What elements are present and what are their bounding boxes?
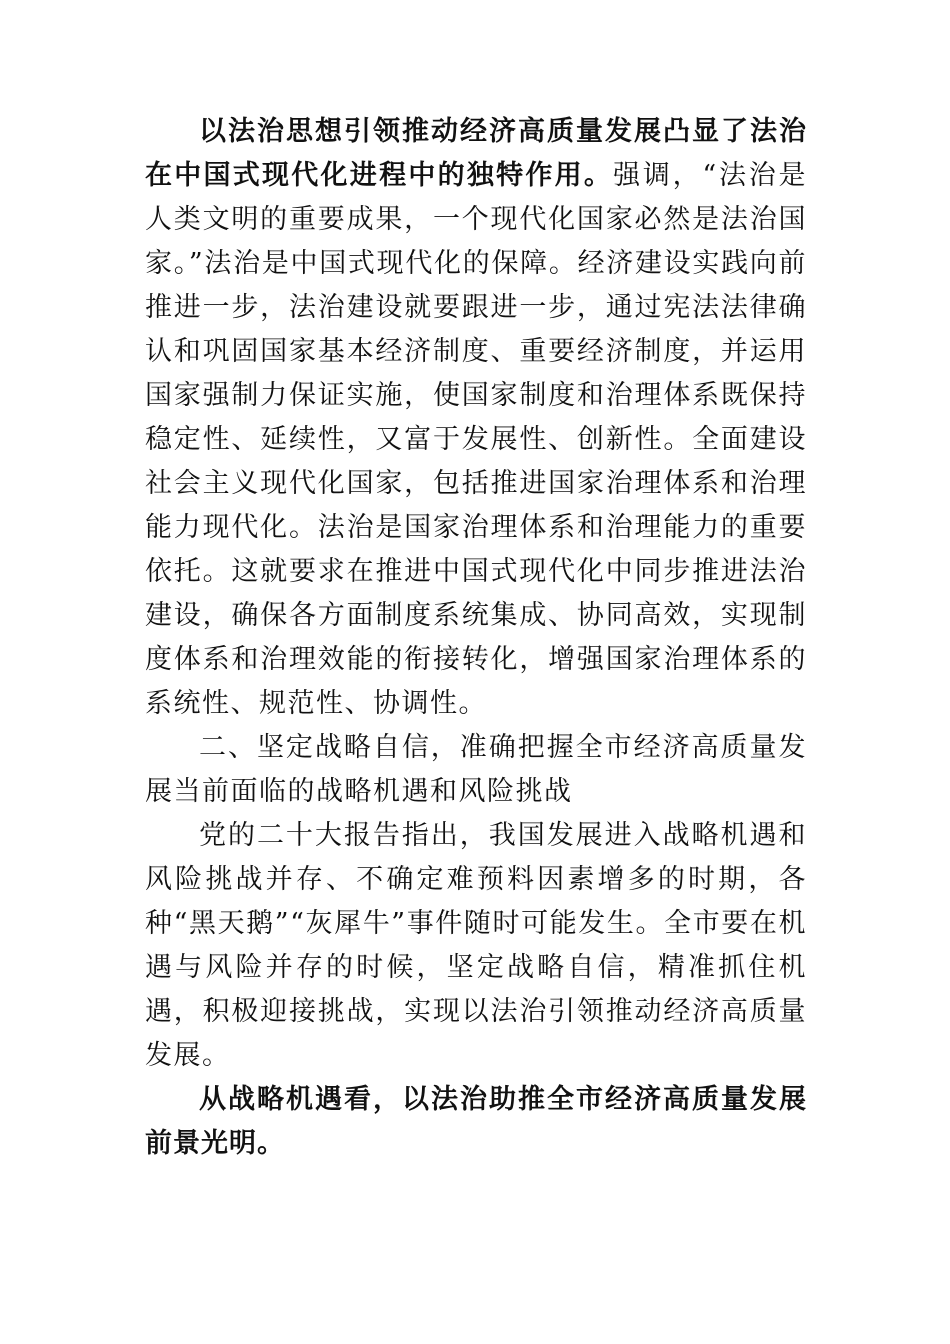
paragraph-lead-prospects: 从战略机遇看，以法治助推全市经济高质量发展前景光明。 [145, 1084, 807, 1159]
document-body [145, 110, 807, 1166]
paragraph-body-text: 强调，“法治是人类文明的重要成果，一个现代化国家必然是法治国家。”法治是中国式现代化的保障。经济建设实践向前推进一步，法治建设就要跟进一步，通过宪法法律确认和巩固国家基本经济制度、重要经济制度，并运用国家强制力保证实施，使国家制度和治理体系既保持稳定性、延续性，又富于发展性、创新性。全面建设社会主义现代化国家，包括推进国家治理体系和治理能力现代化。法治是国家治理体系和治理能力的重要依托。这就要求在推进中国式现代化中同步推进法治建设，确保各方面制度系统集成、协同高效，实现制度体系和治理效能的衔接转化，增强国家治理体系的系统性、规范性、协调性。 [145, 160, 807, 719]
paragraph-rule-of-law-role [145, 110, 807, 726]
section-heading-two: 二、坚定战略自信，准确把握全市经济高质量发展当前面临的战略机遇和风险挑战 [145, 732, 807, 807]
paragraph-strategic-opportunities: 党的二十大报告指出，我国发展进入战略机遇和风险挑战并存、不确定难预料因素增多的时期，各种“黑天鹅”“灰犀牛”事件随时可能发生。全市要在机遇与风险并存的时候，坚定战略自信，精准抓住机遇，积极迎接挑战，实现以法治引领推动经济高质量发展。 [145, 820, 807, 1071]
paragraph-lead-sentence: 以法治思想引领推动经济高质量发展凸显了法治在中国式现代化进程中的独特作用。 [145, 116, 807, 191]
